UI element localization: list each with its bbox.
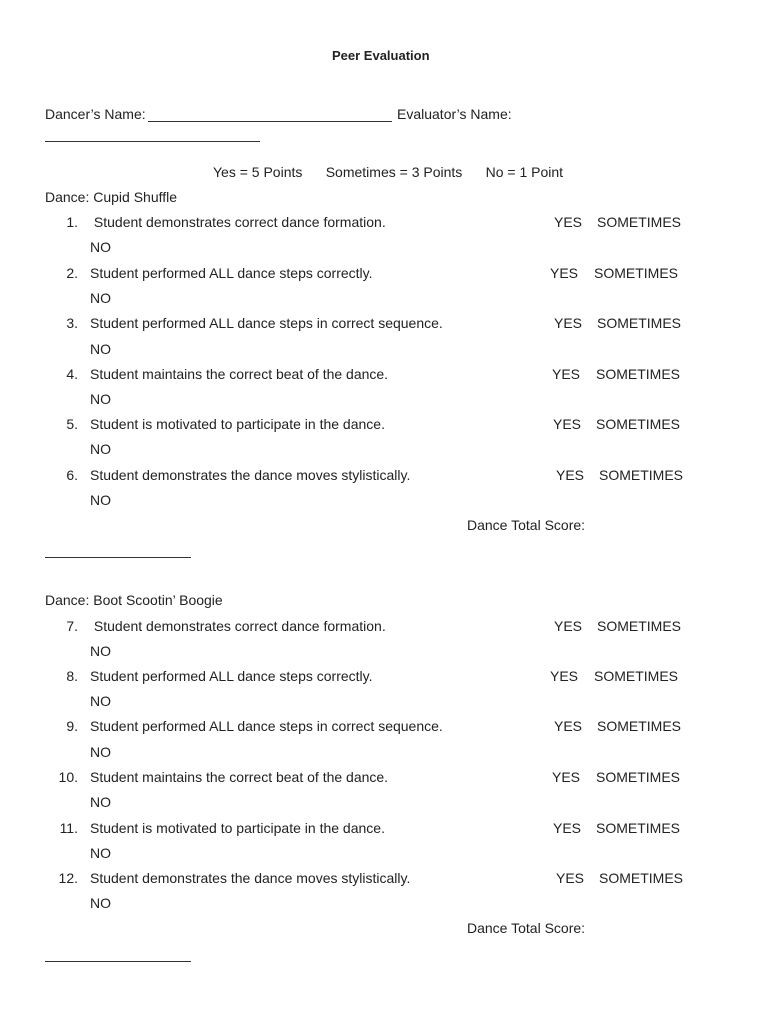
sometimes-option[interactable]: SOMETIMES [596,416,681,432]
sometimes-option[interactable]: SOMETIMES [596,769,681,785]
item-text: Student maintains the correct beat of the dance. [90,366,389,382]
no-option[interactable]: NO [90,239,111,255]
item-text: Student performed ALL dance steps correctly. [90,668,373,684]
sometimes-option[interactable]: SOMETIMES [596,366,681,382]
section-label: Dance: Boot Scootin’ Boogie [45,592,223,608]
sometimes-option[interactable]: SOMETIMES [597,214,682,230]
yes-option[interactable]: YES [552,366,581,382]
yes-option[interactable]: YES [554,618,583,634]
yes-option[interactable]: YES [553,820,582,836]
total-score-line[interactable] [45,557,191,558]
no-option[interactable]: NO [90,643,111,659]
yes-option[interactable]: YES [553,416,582,432]
sometimes-option[interactable]: SOMETIMES [594,668,679,684]
no-option[interactable]: NO [90,693,111,709]
dance-total-score-label: Dance Total Score: [467,517,586,533]
item-number: 8. [66,668,78,684]
dance-total-score-label: Dance Total Score: [467,920,586,936]
sometimes-option[interactable]: SOMETIMES [597,315,682,331]
no-option[interactable]: NO [90,794,111,810]
sometimes-option[interactable]: SOMETIMES [599,870,684,886]
item-number: 12. [58,870,78,886]
no-option[interactable]: NO [90,391,111,407]
item-text: Student performed ALL dance steps correctly. [90,265,373,281]
section-label: Dance: Cupid Shuffle [45,189,178,205]
item-text: Student demonstrates the dance moves stylistically. [90,467,411,483]
scale-legend: Yes = 5 Points Sometimes = 3 Points No = 1 Point [213,164,564,180]
dancer-name-line[interactable] [148,121,392,122]
no-option[interactable]: NO [90,341,111,357]
item-text: Student is motivated to participate in the dance. [90,416,385,432]
item-text: Student demonstrates the dance moves stylistically. [90,870,411,886]
evaluator-name-label: Evaluator’s Name: [397,106,512,122]
no-option[interactable]: NO [90,492,111,508]
sometimes-option[interactable]: SOMETIMES [596,820,681,836]
item-text: Student is motivated to participate in the dance. [90,820,385,836]
yes-option[interactable]: YES [556,870,585,886]
dancer-name-label: Dancer’s Name: [45,106,146,122]
item-number: 4. [66,366,78,382]
yes-option[interactable]: YES [550,668,579,684]
yes-option[interactable]: YES [554,214,583,230]
no-option[interactable]: NO [90,895,111,911]
item-text: Student maintains the correct beat of the dance. [90,769,389,785]
yes-option[interactable]: YES [554,718,583,734]
no-option[interactable]: NO [90,290,111,306]
yes-option[interactable]: YES [556,467,585,483]
item-text: Student performed ALL dance steps in correct sequence. [90,718,443,734]
no-option[interactable]: NO [90,441,111,457]
evaluator-name-line[interactable] [45,141,260,142]
item-number: 10. [58,769,78,785]
item-number: 1. [66,214,78,230]
total-score-line[interactable] [45,961,191,962]
item-number: 6. [66,467,78,483]
no-option[interactable]: NO [90,845,111,861]
item-text: Student performed ALL dance steps in correct sequence. [90,315,443,331]
item-number: 9. [66,718,78,734]
item-number: 7. [66,618,78,634]
item-number: 2. [66,265,78,281]
no-option[interactable]: NO [90,744,111,760]
yes-option[interactable]: YES [554,315,583,331]
item-number: 3. [66,315,78,331]
item-number: 11. [59,820,78,836]
yes-option[interactable]: YES [550,265,579,281]
yes-option[interactable]: YES [552,769,581,785]
item-number: 5. [66,416,78,432]
item-text: Student demonstrates correct dance formation. [90,618,386,634]
sometimes-option[interactable]: SOMETIMES [597,618,682,634]
sometimes-option[interactable]: SOMETIMES [597,718,682,734]
page-title: Peer Evaluation [332,48,430,63]
sometimes-option[interactable]: SOMETIMES [594,265,679,281]
item-text: Student demonstrates correct dance formation. [90,214,386,230]
sometimes-option[interactable]: SOMETIMES [599,467,684,483]
